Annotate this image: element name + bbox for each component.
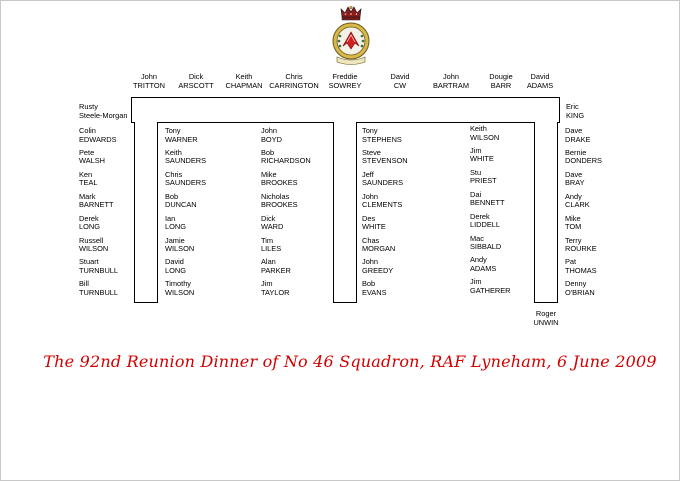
guest-name	[79, 258, 118, 275]
guest-name	[261, 171, 298, 188]
end-seat-left: Rusty Steele-Morgan	[79, 102, 128, 120]
guest-name	[362, 215, 386, 232]
guest-last-name: BENNETT	[470, 198, 505, 208]
guest-name	[79, 149, 105, 166]
guest-last-name: EDWARDS	[79, 134, 117, 144]
guest-name	[165, 237, 194, 254]
guest-last-name: RICHARDSON	[261, 156, 311, 166]
guest-first-name: Terry	[565, 235, 582, 245]
guest-last-name: SAUNDERS	[165, 156, 207, 166]
guest-name	[565, 237, 597, 254]
guest-name	[261, 258, 291, 275]
guest-last-name: EVANS	[362, 287, 387, 297]
guest-first-name: Timothy	[165, 279, 192, 289]
guest-name	[79, 127, 117, 144]
guest-name	[565, 258, 597, 275]
guest-name	[165, 171, 206, 188]
head-table-guest: Keith CHAPMAN	[225, 72, 263, 90]
guest-first-name: Alan	[261, 257, 276, 267]
guest-last-name: TEAL	[79, 178, 98, 188]
guest-first-name: Mike	[565, 213, 581, 223]
guest-last-name: ADAMS	[470, 263, 497, 273]
table-leg-middle	[333, 122, 357, 303]
guest-last-name: WARD	[261, 222, 284, 232]
guest-first-name: Tim	[261, 235, 274, 245]
guest-first-name: Denny	[565, 279, 587, 289]
guest-last-name: SAUNDERS	[165, 178, 207, 188]
head-table-guest: John BARTRAM	[432, 72, 469, 90]
guest-first-name: Bob	[261, 147, 275, 157]
guest-name	[565, 193, 590, 210]
guest-last-name: WILSON	[165, 287, 195, 297]
guest-first-name: Jim	[470, 145, 482, 155]
guest-last-name: TURNBULL	[79, 265, 119, 275]
guest-last-name: WHITE	[362, 222, 386, 232]
guest-first-name: Mac	[470, 233, 484, 243]
guest-first-name: Chris	[165, 169, 183, 179]
guest-name	[565, 280, 595, 297]
guest-last-name: SAUNDERS	[362, 178, 404, 188]
guest-first-name: Andy	[565, 191, 582, 201]
guest-last-name: BARNETT	[79, 200, 114, 210]
guest-name	[362, 258, 393, 275]
guest-first-name: Tony	[362, 126, 378, 135]
guest-last-name: BRAY	[565, 178, 585, 188]
guest-last-name: CLEMENTS	[362, 200, 403, 210]
guest-last-name: DONDERS	[565, 156, 602, 166]
guest-name	[470, 235, 501, 252]
guest-first-name: Derek	[79, 213, 99, 223]
guest-name	[261, 127, 282, 144]
guest-first-name: Dave	[565, 126, 583, 135]
guest-last-name: LONG	[79, 222, 100, 232]
guest-last-name: O'BRIAN	[565, 287, 595, 297]
table-leg-opening	[334, 121, 356, 123]
guest-first-name: Andy	[470, 255, 487, 265]
guest-name	[261, 149, 311, 166]
guest-last-name: WILSON	[165, 244, 195, 254]
guest-name	[470, 169, 497, 186]
table-leg-left	[134, 122, 158, 303]
guest-first-name: Colin	[79, 126, 96, 135]
guest-last-name: WARNER	[165, 134, 198, 144]
guest-name	[79, 280, 118, 297]
guest-first-name: Stu	[470, 167, 482, 177]
guest-first-name: Stuart	[79, 257, 99, 267]
guest-last-name: DUNCAN	[165, 200, 197, 210]
guest-name	[362, 280, 387, 297]
guest-name	[565, 215, 581, 232]
guest-first-name: John	[362, 257, 379, 267]
guest-first-name: Jamie	[165, 235, 185, 245]
guest-last-name: CLARK	[565, 200, 590, 210]
head-table-guest: David ADAMS	[526, 72, 554, 90]
guest-name	[565, 149, 602, 166]
guest-first-name: Chas	[362, 235, 380, 245]
guest-first-name: Jim	[470, 277, 482, 287]
guest-last-name: WILSON	[79, 244, 109, 254]
guest-first-name: Keith	[470, 124, 487, 133]
guest-last-name: STEPHENS	[362, 134, 402, 144]
squadron-crest-icon	[329, 6, 373, 68]
page-title: The 92nd Reunion Dinner of No 46 Squadron, RAF Lyneham, 6 June 2009	[43, 352, 657, 371]
guest-first-name: Derek	[470, 211, 490, 221]
guest-name	[565, 171, 585, 188]
guest-name	[165, 258, 186, 275]
guest-first-name: Russell	[79, 235, 104, 245]
guest-first-name: Ken	[79, 169, 93, 179]
guest-name	[470, 278, 511, 295]
guest-name	[470, 191, 505, 208]
guest-first-name: Jim	[261, 279, 273, 289]
guest-last-name: LONG	[165, 222, 186, 232]
guest-last-name: PRIEST	[470, 176, 497, 186]
guest-first-name: Dai	[470, 189, 482, 199]
guest-first-name: Keith	[165, 147, 182, 157]
guest-last-name: DRAKE	[565, 134, 591, 144]
head-table-guest: Dougie BARR	[489, 72, 513, 90]
guest-name	[165, 280, 194, 297]
guest-name	[362, 237, 395, 254]
guest-first-name: John	[261, 126, 278, 135]
head-table-guest: Chris CARRINGTON	[269, 72, 319, 90]
guest-last-name: LONG	[165, 265, 186, 275]
guest-first-name: John	[362, 191, 379, 201]
guest-last-name: MORGAN	[362, 244, 396, 254]
guest-first-name: Bob	[165, 191, 179, 201]
guest-last-name: TURNBULL	[79, 287, 119, 297]
guest-name	[470, 256, 496, 273]
guest-first-name: Mark	[79, 191, 96, 201]
guest-last-name: SIBBALD	[470, 242, 502, 252]
guest-first-name: Jeff	[362, 169, 374, 179]
guest-name	[565, 127, 590, 144]
table-leg-opening	[135, 121, 157, 123]
guest-name	[470, 125, 499, 142]
guest-first-name: Dave	[565, 169, 583, 179]
end-seat-right: Eric KING	[566, 102, 585, 120]
guest-first-name: Ian	[165, 213, 176, 223]
guest-first-name: Pat	[565, 257, 577, 267]
guest-last-name: BROOKES	[261, 200, 298, 210]
head-table-outline	[131, 97, 560, 123]
guest-first-name: Dick	[261, 213, 276, 223]
guest-last-name: ROURKE	[565, 244, 597, 254]
guest-name	[470, 213, 500, 230]
table-leg-opening	[535, 121, 557, 123]
guest-last-name: TOM	[565, 222, 582, 232]
guest-name	[362, 149, 408, 166]
guest-last-name: GATHERER	[470, 285, 511, 295]
guest-name	[261, 280, 289, 297]
guest-first-name: Des	[362, 213, 376, 223]
guest-name	[79, 193, 114, 210]
guest-last-name: WALSH	[79, 156, 106, 166]
guest-first-name: Bill	[79, 279, 89, 289]
guest-last-name: WILSON	[470, 132, 500, 142]
guest-last-name: THOMAS	[565, 265, 597, 275]
table-leg-right	[534, 122, 558, 303]
guest-last-name: GREEDY	[362, 265, 394, 275]
guest-last-name: TAYLOR	[261, 287, 290, 297]
guest-name	[470, 147, 494, 164]
guest-first-name: Steve	[362, 147, 381, 157]
guest-name	[261, 193, 298, 210]
guest-name	[165, 149, 206, 166]
guest-last-name: STEVENSON	[362, 156, 408, 166]
guest-name	[79, 171, 97, 188]
guest-last-name: BOYD	[261, 134, 282, 144]
guest-first-name: Bernie	[565, 147, 587, 157]
head-table-guest: Dick ARSCOTT	[178, 72, 214, 90]
guest-last-name: BROOKES	[261, 178, 298, 188]
guest-first-name: David	[165, 257, 184, 267]
guest-name	[165, 127, 198, 144]
guest-name	[261, 237, 281, 254]
head-table-guest: David CW	[390, 72, 410, 90]
guest-first-name: Nicholas	[261, 191, 290, 201]
guest-name	[362, 193, 402, 210]
guest-first-name: Mike	[261, 169, 277, 179]
guest-name	[79, 215, 100, 232]
guest-first-name: Bob	[362, 279, 376, 289]
guest-name	[261, 215, 283, 232]
head-table-guest: Freddie SOWREY	[328, 72, 362, 90]
guest-name	[362, 127, 402, 144]
guest-last-name: PARKER	[261, 265, 291, 275]
guest-name	[165, 215, 186, 232]
guest-name	[79, 237, 108, 254]
leg-end-seat: Roger UNWIN	[533, 309, 559, 327]
guest-name	[165, 193, 197, 210]
guest-first-name: Pete	[79, 147, 95, 157]
guest-name	[362, 171, 403, 188]
head-table-guest: John TRITTON	[133, 72, 165, 90]
guest-last-name: LILES	[261, 244, 282, 254]
guest-last-name: LIDDELL	[470, 220, 500, 230]
guest-first-name: Tony	[165, 126, 181, 135]
guest-last-name: WHITE	[470, 154, 494, 164]
